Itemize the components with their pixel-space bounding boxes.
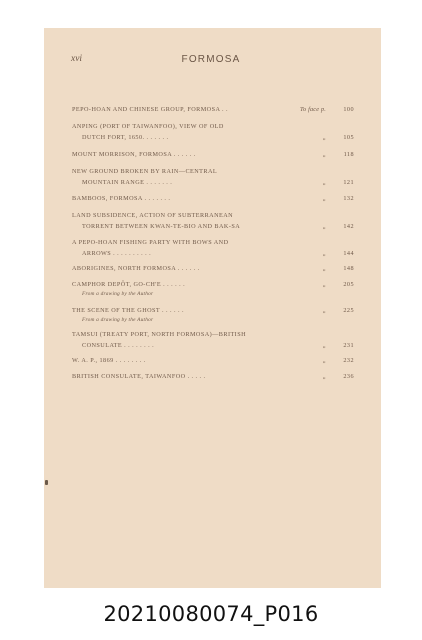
entry-page-number: 132 [343, 195, 354, 202]
list-item [72, 149, 354, 160]
entry-title-text: CONSULATE . . . . . . . . [82, 342, 155, 349]
list-item [72, 210, 354, 232]
page-ref-marker: „ [322, 195, 326, 202]
page-ref-marker: „ [322, 373, 326, 380]
list-item [72, 371, 354, 382]
entry-title-text: BAMBOOS, FORMOSA . . . . . . . [72, 195, 171, 202]
entry-caption: From a drawing by the Author [82, 291, 154, 297]
entry-page-number: 118 [343, 151, 354, 158]
entry-page-number: 144 [343, 250, 354, 257]
list-item [72, 329, 354, 351]
entry-title-text: TAMSUI (TREATY PORT, NORTH FORMOSA)—BRITISH [72, 331, 247, 338]
entry-caption: From a drawing by the Author [82, 317, 154, 323]
entry-title-text: A PEPO-HOAN FISHING PARTY WITH BOWS AND [72, 239, 229, 246]
list-item [72, 263, 354, 274]
entry-title-line [72, 210, 354, 221]
entry-title-text: NEW GROUND BROKEN BY RAIN—CENTRAL [72, 168, 218, 175]
list-item [72, 355, 354, 366]
page-ref-marker: „ [322, 342, 326, 349]
entry-title-text: ARROWS . . . . . . . . . . [82, 250, 152, 257]
entry-title-text: TORRENT BETWEEN KWAN-TE-BIO AND BAK-SA [82, 223, 241, 230]
entry-title-line [72, 355, 354, 366]
entry-page-number: 148 [343, 265, 354, 272]
list-item [72, 305, 354, 324]
page-ref-marker: „ [322, 357, 326, 364]
entry-title-text: MOUNTAIN RANGE . . . . . . . [82, 179, 173, 186]
entry-title-line [72, 104, 354, 115]
page-ref-marker: „ [322, 179, 326, 186]
page-ref-marker: To face p. [299, 106, 326, 113]
entry-title-line [72, 279, 354, 290]
entry-title-line [72, 237, 354, 248]
entry-title-line [72, 371, 354, 382]
entry-title-line [72, 193, 354, 204]
entry-page-number: 232 [343, 357, 354, 364]
page-ref-marker: „ [322, 151, 326, 158]
entry-title-text: MOUNT MORRISON, FORMOSA . . . . . . [72, 151, 196, 158]
entry-title-text: BRITISH CONSULATE, TAIWANFOO . . . . . [72, 373, 206, 380]
page-ref-marker: „ [322, 250, 326, 257]
entry-page-number: 121 [343, 179, 354, 186]
entry-title-text: DUTCH FORT, 1650. . . . . . . [82, 134, 169, 141]
entry-title-text: LAND SUBSIDENCE, ACTION OF SUBTERRANEAN [72, 212, 234, 219]
entry-title-line [72, 305, 354, 316]
list-item [72, 237, 354, 259]
running-head [0, 54, 422, 68]
page-edge-mark [45, 480, 48, 485]
entry-title-line [72, 340, 354, 351]
entry-title-line [72, 166, 354, 177]
page-ref-marker: „ [322, 307, 326, 314]
entry-page-number: 142 [343, 223, 354, 230]
entry-title-text: CAMPHOR DEPÔT, GO-CH'E . . . . . . [72, 281, 186, 288]
entry-page-number: 105 [343, 134, 354, 141]
entry-page-number: 100 [343, 106, 354, 113]
entry-title-text: W. A. P., 1869 . . . . . . . . [72, 357, 146, 364]
entry-title-line [72, 248, 354, 259]
page-ref-marker: „ [322, 134, 326, 141]
entry-title-line [72, 149, 354, 160]
entry-title-line [72, 121, 354, 132]
entry-title-line [72, 177, 354, 188]
entry-page-number: 205 [343, 281, 354, 288]
running-title: FORMOSA [181, 54, 241, 65]
list-item [72, 121, 354, 143]
entry-page-number: 225 [343, 307, 354, 314]
page-ref-marker: „ [322, 223, 326, 230]
entry-title-line [72, 263, 354, 274]
entry-title-text: PEPO-HOAN AND CHINESE GROUP, FORMOSA . . [72, 106, 229, 113]
entry-title-text: ANPING (PORT OF TAIWANFOO), VIEW OF OLD [72, 123, 224, 130]
page-ref-marker: „ [322, 281, 326, 288]
archive-code-label: 20210080074_P016 [103, 602, 319, 626]
page-ref-marker: „ [322, 265, 326, 272]
list-item [72, 193, 354, 204]
list-item [72, 279, 354, 298]
entry-page-number: 236 [343, 373, 354, 380]
entry-title-line [72, 132, 354, 143]
list-item [72, 166, 354, 188]
entry-title-line [72, 329, 354, 340]
entry-title-text: ABORIGINES, NORTH FORMOSA . . . . . . [72, 265, 200, 272]
page-number: xvi [71, 54, 83, 64]
entry-title-line [72, 221, 354, 232]
entry-title-text: THE SCENE OF THE GHOST . . . . . . [72, 307, 185, 314]
entry-page-number: 231 [343, 342, 354, 349]
list-item [72, 104, 354, 115]
